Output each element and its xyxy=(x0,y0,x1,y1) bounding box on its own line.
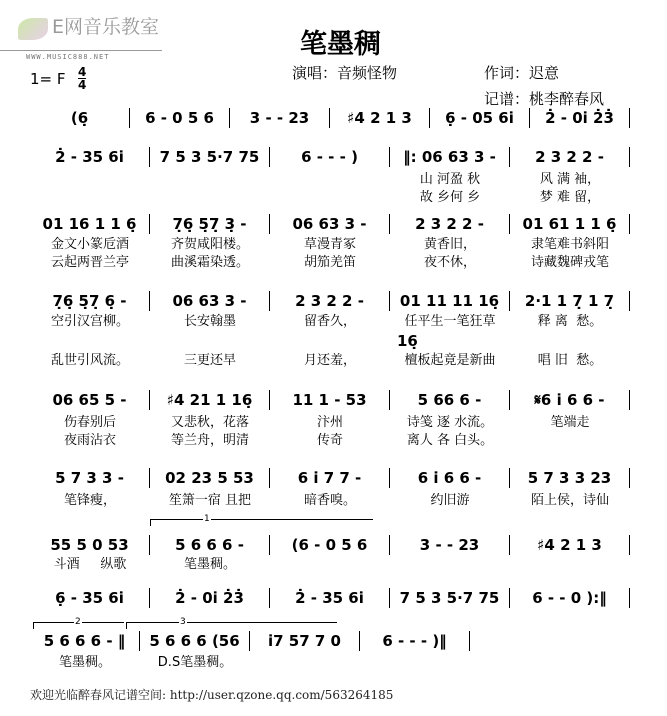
lyric-segment: 夜不休， xyxy=(423,255,476,270)
lyric-segment: 笔墨稠。 xyxy=(183,557,236,572)
staff-row xyxy=(30,147,630,167)
measure: 7 5 3 5·7 75 xyxy=(150,147,270,167)
measure: i̇7 57 7 0 xyxy=(250,631,360,651)
measure: 6 - - - )‖ xyxy=(360,631,470,651)
measure: 6 i̇ 7 7 - xyxy=(270,468,390,488)
volta-label: 2 xyxy=(75,617,81,627)
key-signature: 1= F xyxy=(30,70,66,88)
site-logo xyxy=(4,4,164,48)
lyric-segment: 汴州 xyxy=(316,415,343,430)
lyric-segment: D.S笔墨稠。 xyxy=(157,655,233,670)
lyric-segment: 月还羞， xyxy=(303,353,356,368)
logo-divider xyxy=(0,50,162,51)
time-bottom: 4 xyxy=(78,78,87,92)
measure: 7̣6̣ 5̣7̣ 3̣ - xyxy=(150,214,270,234)
lyric-segment: 伤春别后 xyxy=(63,415,116,430)
lyric-line xyxy=(30,353,630,369)
lyric-segment: 草漫青冢 xyxy=(303,237,356,252)
volta-1 xyxy=(150,514,373,526)
lyric-segment xyxy=(360,655,470,671)
lyric-line xyxy=(30,557,630,573)
measure: 2 3 2 2 - xyxy=(510,147,630,167)
lyric-segment: 山 河盈 秋 xyxy=(419,172,481,187)
measure: ♯4 2 1 3 xyxy=(510,535,630,555)
staff-row xyxy=(30,390,630,410)
lyric-segment xyxy=(270,557,390,573)
measure: 5 6 6 6 (56 xyxy=(140,631,250,651)
lyric-segment: 梦 难 留， xyxy=(539,190,601,205)
lyric-segment: 陌上侯，诗仙 xyxy=(530,493,609,508)
measure: 01 61 1 1 6̣ xyxy=(510,214,630,234)
measure: ‖: 06 63 3 - xyxy=(390,147,510,167)
measure: 2̇ - 35 6i̇ xyxy=(270,588,390,608)
measure: 6̣ - 35 6i̇ xyxy=(30,588,150,608)
lyric-segment xyxy=(270,172,390,188)
lyric-line xyxy=(30,433,630,449)
lyric-segment: 云起两晋兰亭 xyxy=(50,255,129,270)
lyric-line xyxy=(30,255,630,271)
lyric-line xyxy=(30,237,630,253)
lyric-line xyxy=(30,655,470,671)
lyric-segment: 故 乡何 乡 xyxy=(419,190,481,205)
measure: 5 6 6 6 - ‖ xyxy=(30,631,140,651)
lyric-segment: 诗笺 逐 水流。 xyxy=(406,415,494,430)
lyric-segment xyxy=(30,190,150,206)
measure: 2 3 2 2 - xyxy=(270,291,390,311)
lyric-line xyxy=(30,493,630,509)
lyric-segment xyxy=(390,557,510,573)
lyric-segment xyxy=(30,172,150,188)
lyric-line xyxy=(30,415,630,431)
measure: 𝄋6 i̇ 6 6 - xyxy=(510,390,630,410)
measure: 6 - 0 5 6 xyxy=(130,108,230,128)
lyric-segment: 风 满 袖， xyxy=(539,172,601,187)
measure: 06 63 3 - xyxy=(150,291,270,311)
time-signature xyxy=(78,66,86,91)
lyric-segment: 乱世引风流。 xyxy=(50,353,129,368)
lyric-segment: 释 离 愁。 xyxy=(537,314,603,329)
staff-row xyxy=(30,108,630,128)
measure: 7 5 3 5·7 75 xyxy=(390,588,510,608)
measure: 06 63 3 - xyxy=(270,214,390,234)
lyric-segment xyxy=(150,190,270,206)
lyric-segment: 笔端走 xyxy=(550,415,590,430)
lyric-segment: 暗香嗅。 xyxy=(303,493,356,508)
lyric-segment: 夜雨沾衣 xyxy=(63,433,116,448)
measure: 5 66 6 - xyxy=(390,390,510,410)
measure: 2̇ - 0i̇ 2̇3̇ xyxy=(150,588,270,608)
measure: (6 - 0 5 6 xyxy=(270,535,390,555)
lyric-segment xyxy=(150,172,270,188)
lyric-segment: 离人 各 白头。 xyxy=(406,433,494,448)
time-top: 4 xyxy=(78,65,87,79)
footer-text: 欢迎光临醉春风记谱空间: http://user.qzone.qq.com/563264185 xyxy=(30,688,394,702)
lyric-segment: 传奇 xyxy=(316,433,343,448)
measure: 3 - - 23 xyxy=(230,108,330,128)
measure: 2̇ - 35 6i̇ xyxy=(30,147,150,167)
lyric-segment: 任平生一笔狂草 xyxy=(404,314,496,329)
lyric-segment: 诗藏魏碑戎笔 xyxy=(530,255,609,270)
lyric-segment: 留香久， xyxy=(303,314,356,329)
lyric-segment: 曲溪霜染透。 xyxy=(170,255,249,270)
measure: 5 7 3 3 - xyxy=(30,468,150,488)
lyric-segment: 笙箫一宿 且把 xyxy=(168,493,252,508)
measure: 5 6 6 6 - xyxy=(150,535,270,555)
measure: ♯4 21 1 16̣ xyxy=(150,390,270,410)
lyric-segment: 笔锋瘦， xyxy=(63,493,116,508)
measure: 6 - - 0 ):‖ xyxy=(510,588,630,608)
volta-3 xyxy=(126,617,337,629)
lyric-segment: 齐贺咸阳楼。 xyxy=(170,237,249,252)
measure: 06 65 5 - xyxy=(30,390,150,410)
staff-row xyxy=(30,214,630,234)
lyric-segment: 空引汉宫柳。 xyxy=(50,314,129,329)
lyric-line xyxy=(30,314,630,330)
measure: 7̣6̣ 5̣7̣ 6̣ - xyxy=(30,291,150,311)
lyric-segment: 唱 旧 愁。 xyxy=(537,353,603,368)
measure: 02 23 5 53 xyxy=(150,468,270,488)
lyric-line xyxy=(30,190,630,206)
staff-row xyxy=(30,588,630,608)
measure: 55 5 0 53 xyxy=(30,535,150,555)
lyric-segment: 金文小篆卮酒 xyxy=(50,237,129,252)
measure: 6 - - - ) xyxy=(270,147,390,167)
measure: 2 3 2 2 - xyxy=(390,214,510,234)
lyric-segment: 又悲秋，花落 xyxy=(170,415,249,430)
lyric-line xyxy=(30,172,630,188)
lyric-segment: 等兰舟，明清 xyxy=(170,433,249,448)
volta-label: 3 xyxy=(180,617,186,627)
lyric-segment xyxy=(250,655,360,671)
lyric-segment: 黄香旧， xyxy=(423,237,476,252)
lyric-segment: 笔墨稠。 xyxy=(58,655,111,670)
lyric-segment xyxy=(270,190,390,206)
measure: 3 - - 23 xyxy=(390,535,510,555)
leaf-icon xyxy=(18,18,48,40)
measure: 2̇ - 0i̇ 2̇3̇ xyxy=(530,108,630,128)
measure: ♯4 2 1 3 xyxy=(330,108,430,128)
lyricist: 作词：迟意 xyxy=(484,64,560,82)
measure: 01 11 11 16̣ xyxy=(390,291,510,311)
song-title: 笔墨稠 xyxy=(300,29,381,60)
lyric-segment: 斗酒 纵歌 xyxy=(53,557,127,572)
singer: 演唱：音频怪物 xyxy=(292,64,398,82)
staff-row xyxy=(30,535,630,555)
measure: 11 1 - 53 xyxy=(270,390,390,410)
volta-2 xyxy=(33,617,124,629)
lyric-segment: 檀板起竟是新曲 xyxy=(404,353,496,368)
staff-row xyxy=(30,468,630,488)
measure: 5 7 3 3 23 xyxy=(510,468,630,488)
measure: 6̣ - 05 6i̇ xyxy=(430,108,530,128)
lyric-segment xyxy=(510,557,630,573)
measure: 01 16 1 1 6̣ xyxy=(30,214,150,234)
lyric-segment xyxy=(510,433,630,449)
measure: 6 i̇ 6 6 - xyxy=(390,468,510,488)
lyric-segment: 约旧游 xyxy=(430,493,470,508)
logo-url: WWW.MUSIC888.NET xyxy=(26,53,110,61)
lyric-segment: 隶笔难书斜阳 xyxy=(530,237,609,252)
measure: 2·1 1 7̣ 1 7̣ xyxy=(510,291,630,311)
logo-text: E网音乐教室 xyxy=(52,16,160,38)
transcriber: 记谱：桃李醉春风 xyxy=(484,90,605,108)
alternate-notes: 16̣ xyxy=(397,332,418,350)
staff-row xyxy=(30,291,630,311)
measure: (6̣ xyxy=(30,108,130,128)
staff-row xyxy=(30,631,470,651)
lyric-segment: 三更还早 xyxy=(183,353,236,368)
lyric-segment: 胡笳羌笛 xyxy=(303,255,356,270)
volta-label: 1 xyxy=(204,514,210,524)
lyric-segment: 长安翰墨 xyxy=(183,314,236,329)
